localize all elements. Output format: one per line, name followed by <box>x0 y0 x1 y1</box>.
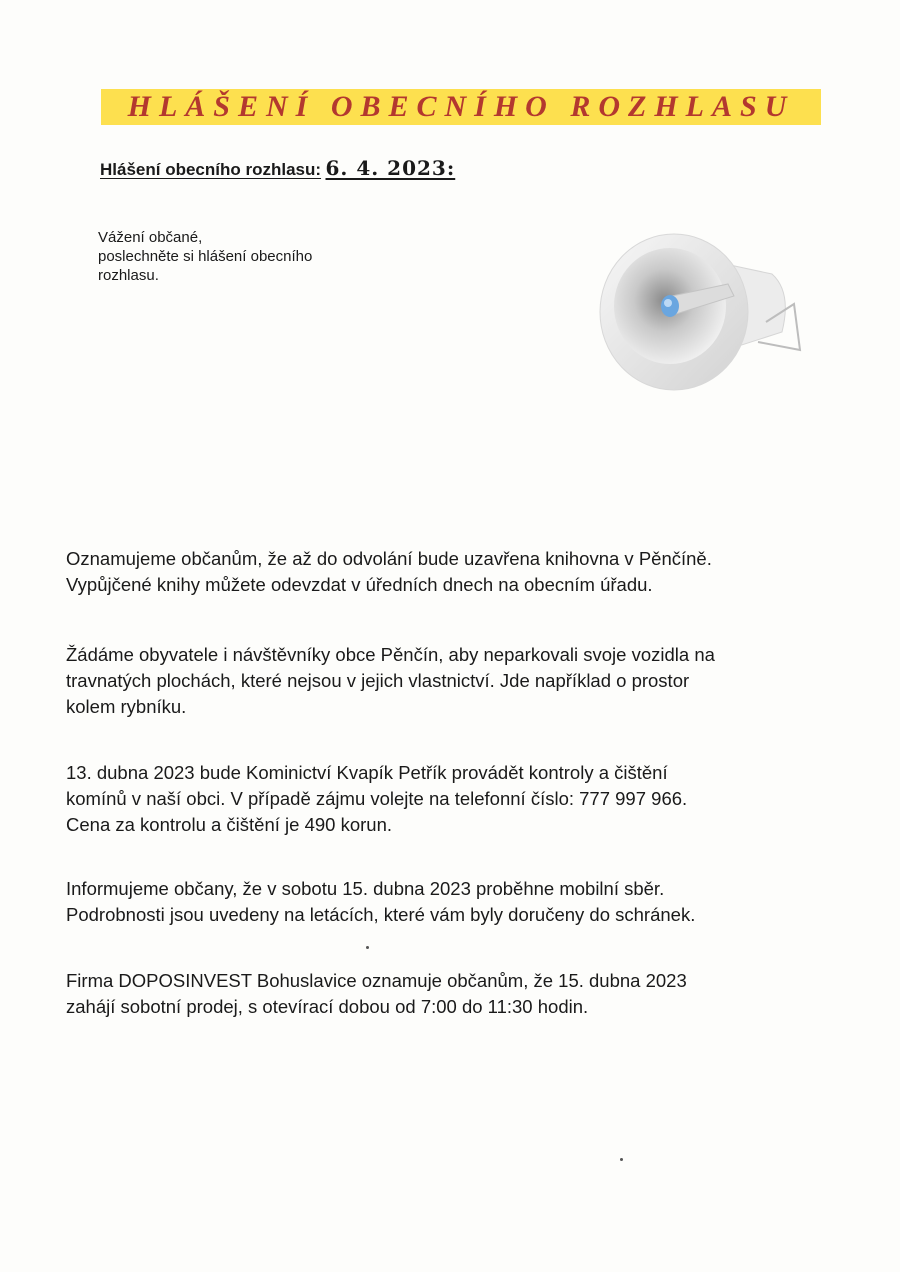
announcement-line: zahájí sobotní prodej, s otevírací dobou od 7:00 do 11:30 hodin. <box>66 996 589 1017</box>
announcement-line: Cena za kontrolu a čištění je 490 korun. <box>66 814 392 835</box>
greeting <box>98 228 428 285</box>
announcement-saturday-sale <box>66 968 846 1020</box>
megaphone-icon <box>596 222 806 402</box>
greeting-line: poslechněte si hlášení obecního <box>98 248 313 265</box>
announcement-heading <box>100 156 455 180</box>
announcement-chimney-sweep <box>66 760 846 838</box>
announcement-line: travnatých plochách, které nejsou v jejich vlastnictví. Jde například o prostor <box>66 670 690 691</box>
scan-speck <box>366 946 369 949</box>
announcement-line: Podrobnosti jsou uvedeny na letácích, které vám byly doručeny do schránek. <box>66 904 696 925</box>
announcement-line: kolem rybníku. <box>66 696 187 717</box>
announcement-line: komínů v naší obci. V případě zájmu volejte na telefonní číslo: 777 997 966. <box>66 788 688 809</box>
announcement-line: Žádáme obyvatele i návštěvníky obce Pěnčín, aby neparkovali svoje vozidla na <box>66 644 715 665</box>
heading-label: Hlášení obecního rozhlasu: <box>100 160 322 179</box>
title-banner <box>101 89 821 125</box>
heading-date: 6. 4. 2023: <box>325 156 456 180</box>
announcement-line: Oznamujeme občanům, že až do odvolání bude uzavřena knihovna v Pěnčíně. <box>66 548 712 569</box>
page-title: HLÁŠENÍ OBECNÍHO ROZHLASU <box>127 90 795 123</box>
announcement-parking <box>66 642 846 720</box>
greeting-line: Vážení občané, <box>98 229 203 246</box>
announcement-mobile-collection <box>66 876 846 928</box>
announcement-library-closure <box>66 546 846 598</box>
announcement-line: 13. dubna 2023 bude Kominictví Kvapík Petřík provádět kontroly a čištění <box>66 762 668 783</box>
scan-speck <box>620 1158 623 1161</box>
announcement-line: Vypůjčené knihy můžete odevzdat v úředních dnech na obecním úřadu. <box>66 574 653 595</box>
announcement-line: Informujeme občany, že v sobotu 15. dubna 2023 proběhne mobilní sběr. <box>66 878 665 899</box>
announcement-line: Firma DOPOSINVEST Bohuslavice oznamuje občanům, že 15. dubna 2023 <box>66 970 687 991</box>
greeting-line: rozhlasu. <box>98 267 159 284</box>
